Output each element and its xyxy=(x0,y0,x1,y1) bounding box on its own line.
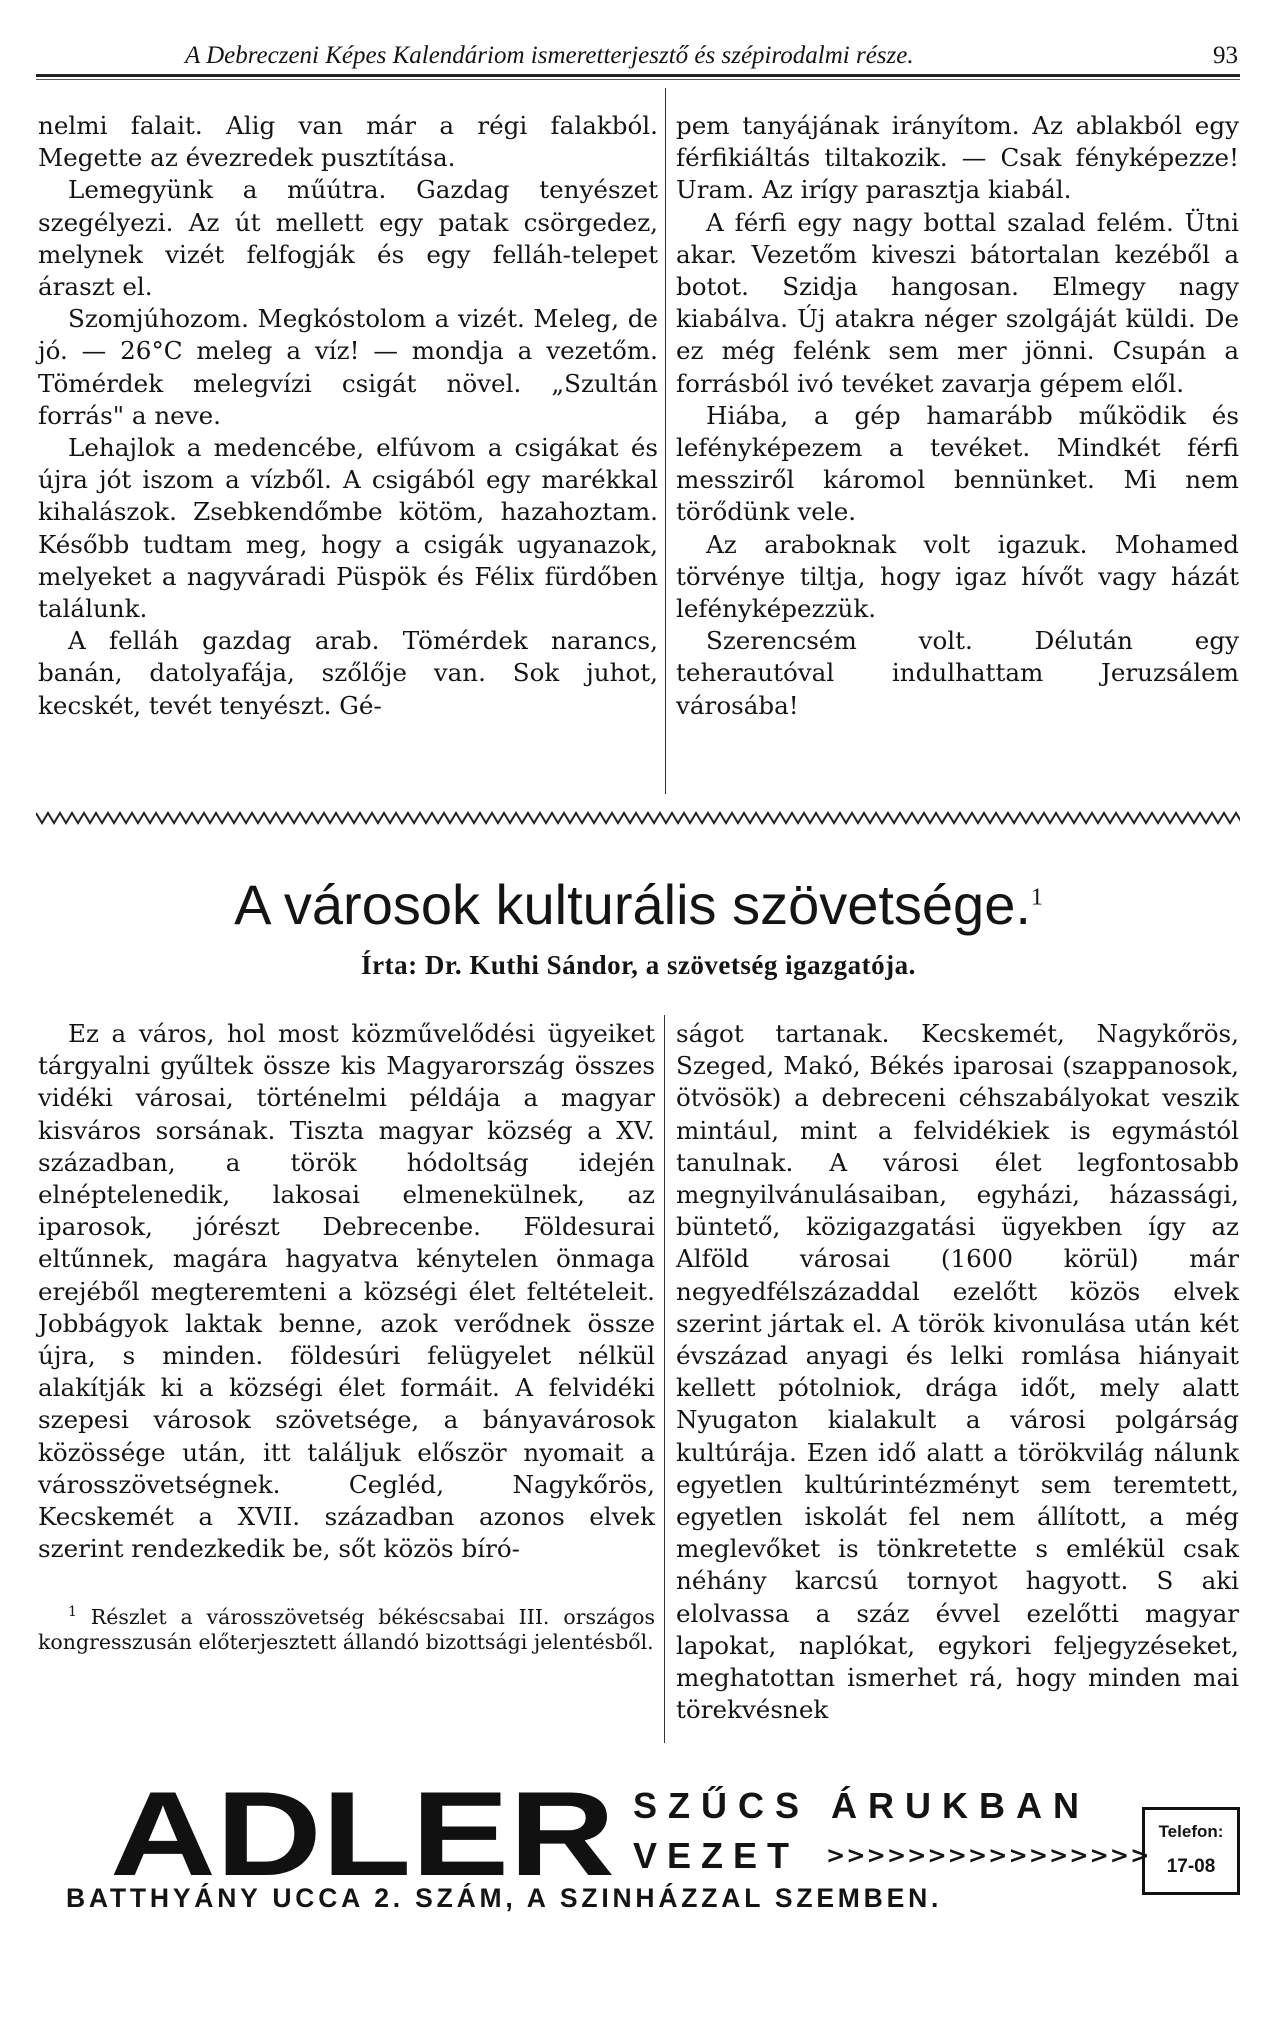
article-title-text: A városok kulturális szövetsége. xyxy=(234,873,1031,936)
byline xyxy=(0,950,1277,981)
ad-logo-text: ADLER xyxy=(110,1785,615,1880)
column-divider xyxy=(665,88,666,794)
paragraph: Lehajlok a medencébe, elfúvom a csigákat és újra jót iszom a vízből. A csigából egy marékkal kihalászok. Zsebkendőmbe kötöm, hazahoztam. Később tudtam meg, hogy a csigák ugyanazok, melyeket a nagyváradi Püspök és Félix fürdőben találunk. xyxy=(38,433,658,624)
paragraph: Szomjúhozom. Megkóstolom a vizét. Meleg, de jó. — 26°C meleg a víz! — mondja a vezetőm. Tömérdek melegvízi csigát növel. „Szultán forrás" a neve. xyxy=(38,304,658,430)
ad-address: BATTHYÁNY UCCA 2. SZÁM, A SZINHÁZZAL SZEMBEN. xyxy=(66,1883,943,1913)
ad-line-2: VEZET xyxy=(633,1835,800,1876)
ad-line-1: SZŰCS ÁRUKBAN xyxy=(633,1785,1090,1826)
ad-phone-label: Telefon: xyxy=(1158,1822,1224,1841)
byline-prefix: Írta: xyxy=(361,950,418,980)
paragraph: Szerencsém volt. Délután egy teherautóval indulhattam Jeruzsálem városába! xyxy=(676,626,1239,720)
footnote xyxy=(38,1600,655,1655)
paragraph: pem tanyájának irányítom. Az ablakból egy férfikiáltás tiltakozik. — Csak fényképezze! Uram. Az irígy parasztja kiabál. xyxy=(676,111,1239,205)
ad-phone-box xyxy=(1142,1807,1240,1895)
ad-arrows: >>>>>>>>>>>>>>>> xyxy=(826,1843,1151,1869)
header-rule xyxy=(36,74,1240,77)
advertisement xyxy=(36,1785,1240,2025)
paragraph: Ez a város, hol most közművelődési ügyeiket tárgyalni gyűltek össze kis Magyarország összes vidéki városai, történelmi példája a magyar kisváros sorsának. Tiszta magyar község a XV. században, a török hódoltság idején elnéptelenedik, lakosai elmenekülnek, az iparosok, jórészt Debrecenbe. Földesurai eltűnnek, magára hagyatva kénytelen önmaga erejéből megteremteni a községi élet feltételeit. Jobbágyok laktak benne, azok verődnek össze újra, s minden. földesúri felügyelet nélkül alakítják ki a községi élet formáit. A felvidéki szepesi városok szövetsége, a bányavárosok közössége után, itt találjuk először nyomait a városszövetségnek. Cegléd, Nagykőrös, Kecskemét a XVII. században azonos elvek szerint rendezkedik be, sőt közös bíró- xyxy=(38,1019,655,1564)
top-article-left-column xyxy=(38,110,658,722)
paragraph: A felláh gazdag arab. Tömérdek narancs, banán, datolyafája, szőlője van. Sok juhot, kecskét, tevét tenyészt. Gé- xyxy=(38,626,658,720)
paragraph: Az araboknak volt igazuk. Mohamed törvénye tiltja, hogy igaz hívőt vagy házát lefényképezzük. xyxy=(676,529,1239,624)
footnote-mark: 1 xyxy=(68,1604,77,1620)
page-number: 93 xyxy=(1213,42,1238,69)
column-divider xyxy=(664,1015,665,1743)
paragraph: Lemegyünk a műútra. Gazdag tenyészet szegélyezi. Az út mellett egy patak csörgedez, melynek vizét felfogják és egy felláh-telepet áraszt el. xyxy=(38,175,658,302)
ad-logo xyxy=(110,1785,620,1880)
article-left-column xyxy=(38,1018,655,1565)
byline-role: a szövetség igazgatója. xyxy=(645,950,916,980)
byline-author: Dr. Kuthi Sándor, xyxy=(424,950,639,980)
article-right-column xyxy=(676,1018,1239,1726)
paragraph: ságot tartanak. Kecskemét, Nagykőrös, Szeged, Makó, Békés iparosai (szappanosok, ötvösök) a debreceni céhszabályokat veszik mintául, mint a felvidékiek is egymástól tanulnak. A városi élet legfontosabb megnyilvánulásaiban, egyházi, házassági, büntető, közigazgatási ügyekben így az Alföld városai (1600 körül) már negyedfélszázaddal ezelőtt közös elvek szerint jártak el. A török kivonulása után két évszázad anyagi és lelki romlása hiányait kellett pótolniok, drága időt, mely alatt Nyugaton kialakult a városi polgárság kultúrája. Ezen idő alatt a törökvilág nálunk egyetlen kultúrintézményt sem teremtett, egyetlen iskolát fel nem állított, a még meglevőket is tönkretette s emlékül csak néhány karcsú tornyot hagyott. S aki elolvassa a száz évvel ezelőtti magyar lapokat, naplókat, egykori feljegyzéseket, meghatottan ismerhet rá, hogy minden mai törekvésnek xyxy=(676,1019,1239,1725)
adler-logo xyxy=(110,1785,620,1880)
article-title xyxy=(0,872,1277,937)
running-header-title: A Debreczeni Képes Kalendáriom ismeretterjesztő és szépirodalmi része. xyxy=(185,42,914,69)
decorative-wave-divider xyxy=(36,807,1240,829)
article-title-footnote-mark: 1 xyxy=(1030,884,1043,911)
top-article-right-column xyxy=(676,110,1239,722)
paragraph: nelmi falait. Alig van már a régi falakból. Megette az évezredek pusztítása. xyxy=(38,111,658,173)
header-rule-thin xyxy=(36,79,1240,80)
running-header xyxy=(150,42,1240,68)
footnote-text: Részlet a városszövetség békéscsabai III. országos kongresszusán előterjesztett állandó bizottsági jelentésből. xyxy=(38,1604,655,1654)
ad-phone-number: 17-08 xyxy=(1166,1856,1216,1877)
paragraph: A férfi egy nagy bottal szalad felém. Ütni akar. Vezetőm kiveszi bátortalan kezéből a botot. Szidja hangosan. Elmegy nagy kiabálva. Új atakra néger szolgáját küldi. De ez még felénk sem mer jönni. Csupán a forrásból ivó tevéket zavarja gépem elől. xyxy=(676,207,1239,398)
paragraph: Hiába, a gép hamarább működik és lefényképezem a tevéket. Mindkét férfi messziről káromol bennünket. Mi nem törődünk vele. xyxy=(676,400,1239,527)
